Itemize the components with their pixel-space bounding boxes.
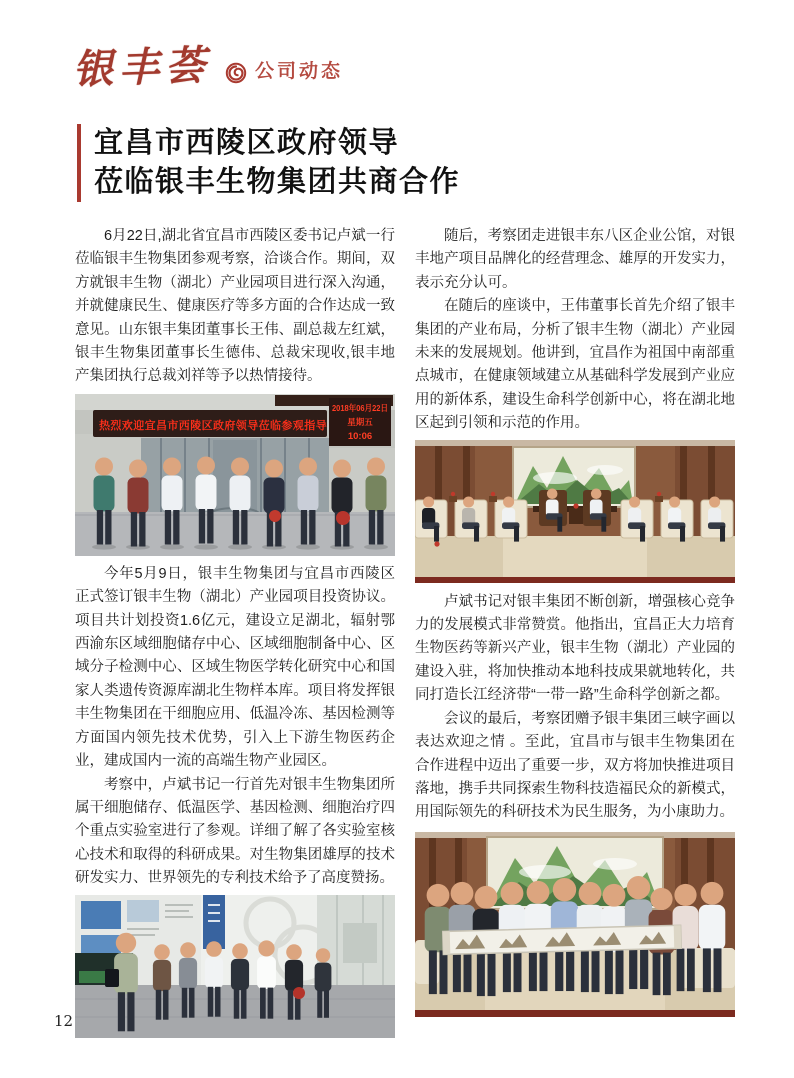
paragraph-right-1: 随后，考察团走进银丰东八区企业公馆，对银丰地产项目品牌化的经营理念、雄厚的开发实力，表示充分认可。 <box>415 228 735 291</box>
led-clock-date: 2018年06月22日 <box>332 402 388 413</box>
section-label: 公司动态 <box>255 61 344 82</box>
paragraph-left-3: 考察中，卢斌书记一行首先对银丰生物集团所属干细胞储存、低温医学、基因检测、细胞治疗四个重点实验室进行了参观。详细了解了各实验室核心技术和取得的科研成果。对生物集团雄厚的技术研发实力、世界领先的专利技术给予了高度赞扬。 <box>75 776 395 887</box>
black-bag <box>105 969 119 987</box>
photo-scroll-presentation-illustration <box>415 832 735 1017</box>
left-guests <box>415 491 527 546</box>
right-column <box>415 225 735 1017</box>
paragraph-left-2: 今年5月9日，银丰生物集团与宜昌市西陵区正式签订银丰生物（湖北）产业园项目投资协议。项目共计划投资1.6亿元，建设立足湖北，辐射鄂西渝东区域细胞储存中心、区域细胞制备中心、区域分子检测中心、区域生物医学转化研究中心和国家人类遗传资源库湖北生物样本库。项目将发挥银丰生物集团在干细胞应用、低温冷冻、基因检测等方面国内领先技术优势，引入上下游生物医药企业，建成国内一流的高端生物产业园区。 <box>75 565 395 770</box>
paragraph-left-1: 6月22日,湖北省宜昌市西陵区委书记卢斌一行莅临银丰生物集团参观考察，洽谈合作。期间，双方就银丰生物（湖北）产业园项目进行深入沟通，并就健康民生、健康医疗等多方面的合作达成一致意见。山东银丰集团董事长王伟、副总裁左红斌，银丰生物集团董事长生德伟、总裁宋现收,银丰地产集团执行总裁刘祥等予以热情接待。 <box>75 228 395 385</box>
article-title <box>77 124 460 202</box>
photo-exhibition-tour-illustration <box>75 895 395 1038</box>
red-handbag <box>269 510 281 522</box>
photo-meeting-room-illustration <box>415 440 735 583</box>
article-title-line2: 莅临银丰生物集团共商合作 <box>94 166 461 198</box>
led-banner-text: 热烈欢迎宜昌市西陵区政府领导莅临参观指导 <box>99 419 327 432</box>
article-title-line1: 宜昌市西陵区政府领导 <box>94 127 400 159</box>
photo-scroll-presentation <box>415 832 735 1017</box>
brand-logo-text: 银丰荟 <box>72 41 212 94</box>
page-header <box>72 41 344 94</box>
photo-meeting-room <box>415 440 735 583</box>
led-clock-time: 10:06 <box>347 430 373 442</box>
photo-exhibition-tour <box>75 895 395 1038</box>
photo-building-group <box>75 394 395 556</box>
page-number: 12 <box>54 1012 74 1030</box>
red-handbag <box>336 511 350 525</box>
swirl-icon <box>225 62 247 84</box>
right-guests <box>621 491 733 541</box>
paragraph-right-3: 卢斌书记对银丰集团不断创新，增强核心竞争力的发展模式非常赞赏。他指出，宜昌正大力培育生物医药等新兴产业，银丰生物（湖北）产业园的建设入驻，将加快推动本地科技成果就地转化，共同打造长江经济带“一带一路”生命科学创新之都。 <box>415 593 735 704</box>
paragraph-right-2: 在随后的座谈中，王伟董事长首先介绍了银丰集团的产业布局，分析了银丰生物（湖北）产业园未来的发展规划。他讲到，宜昌作为祖国中南部重点城市，在健康领域建立从基础科学发展到产业应用的新体系，建设生命科学创新中心，将在湖北地区起到引领和示范的作用。 <box>415 298 735 432</box>
photo-building-group-illustration <box>75 394 395 556</box>
left-column <box>75 225 395 1038</box>
led-clock-weekday: 星期五 <box>347 416 373 427</box>
red-handbag <box>293 987 305 999</box>
paragraph-right-4: 会议的最后，考察团赠予银丰集团三峡字画以表达欢迎之情 。至此，宜昌市与银丰生物集团在合作进程中迈出了重要一步，双方将加快推进项目落地，携手共同探索生物科技造福民众的新模式，用国际领先的科研技术为民生服务，为小康助力。 <box>415 710 735 821</box>
